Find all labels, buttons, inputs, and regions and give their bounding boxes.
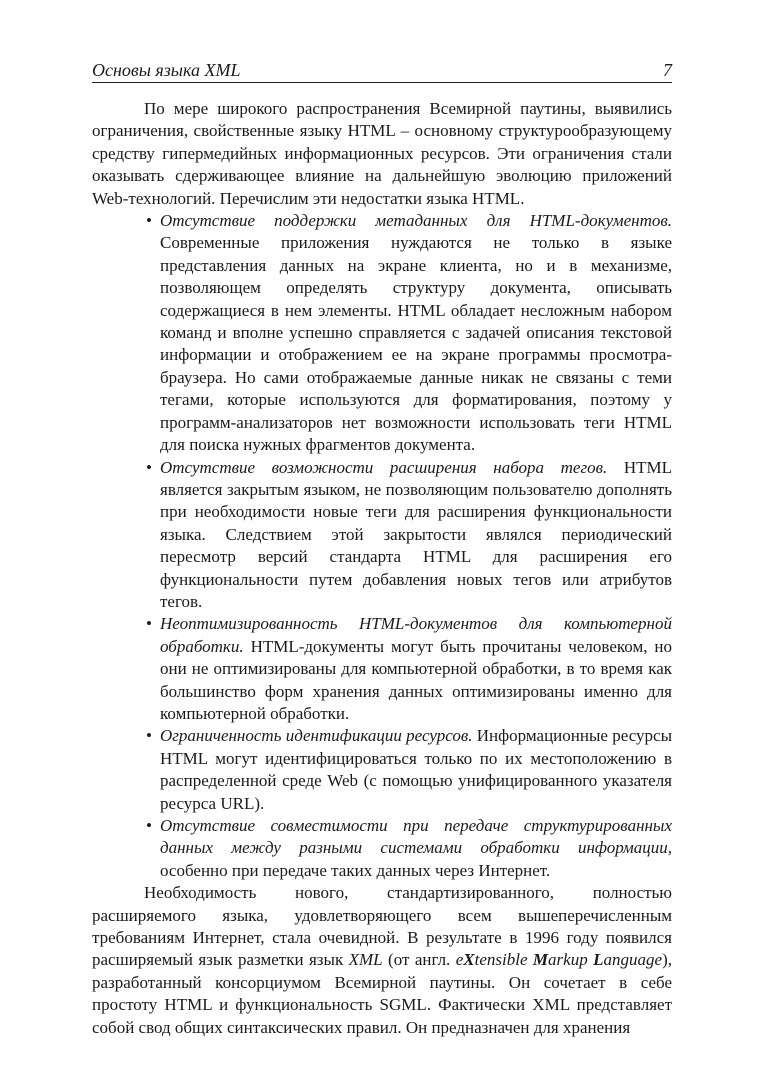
list-item-lead: Неоптимизированность HTML-документов для компьютерной обработки. — [160, 614, 672, 656]
acronym-anguage: anguage — [603, 950, 663, 970]
list-item-lead: Отсутствие совместимости при передаче структурированных данных между разными системами обработки информации, — [160, 816, 672, 858]
closing-text: (от англ. — [382, 950, 456, 970]
list-item-text: Информационные ресурсы HTML могут идентифицироваться только по их местоположению в распределенной среде Web (с помощью унифицированного указателя ресурса URL). — [160, 726, 672, 813]
list-item — [160, 210, 672, 456]
closing-paragraph — [92, 882, 672, 1039]
xml-term: XML — [348, 950, 383, 970]
running-title: Основы языка XML — [92, 60, 241, 80]
list-item — [160, 815, 672, 882]
list-item-lead: Ограниченность идентификации ресурсов. — [160, 726, 473, 746]
acronym-l: L — [593, 950, 604, 970]
acronym-tensible: tensible — [474, 950, 533, 970]
list-item — [160, 457, 672, 614]
acronym-arkup: arkup — [548, 950, 594, 970]
acronym-x: X — [463, 950, 475, 970]
list-item-text: особенно при передаче таких данных через Интернет. — [160, 860, 551, 880]
limitations-list — [92, 210, 672, 882]
list-item-lead: Отсутствие поддержки метаданных для HTML-документов. — [160, 211, 672, 231]
closing-text: Необходимость нового, стандартизированного, полностью расширяемого языка, удовлетворяющего всем вышеперечисленным требованиям Интернет, стала очевидной. В результате в 1996 году появился расширяемый язык разметки язык — [92, 883, 672, 970]
list-item-text: Современные приложения нуждаются не только в языке представления данных на экране клиента, но и в механизме, позволяющем определять структуру документа, описывать содержащиеся в нем элементы. HTML обладает несложным набором команд и вполне успешно справляется с задачей описания текстовой информации и отображением ее на экране программы просмотра-браузера. Но сами отображаемые данные никак не связаны с теми тегами, которые используются для форматирования, поэтому у программ-анализаторов нет возможности использовать теги HTML для поиска нужных фрагментов документа. — [160, 233, 672, 455]
acronym-m: M — [532, 950, 549, 970]
page-body — [92, 98, 672, 1039]
list-item-text: HTML является закрытым языком, не позволяющим пользователю дополнять при необходимости новые теги для расширения функциональности языка. Следствием этой закрытости являлся периодический пересмотр версий стандарта HTML для расширения его функциональности путем добавления новых тегов или атрибутов тегов. — [160, 457, 672, 611]
list-item — [160, 613, 672, 725]
page-number: 7 — [663, 60, 672, 80]
acronym-e: e — [455, 950, 464, 970]
list-item-lead: Отсутствие возможности расширения набора тегов. — [160, 457, 608, 477]
closing-text: ), разработанный консорциумом Всемирной паутины. Он сочетает в себе простоту HTML и функциональность SGML. Фактически XML представляет собой свод общих синтаксических правил. Он предназначен для хранения — [92, 950, 672, 1037]
list-item — [160, 725, 672, 815]
intro-paragraph: По мере широкого распространения Всемирной паутины, выявились ограничения, свойственные языку HTML – основному структурообразующему средству гипермедийных информационных ресурсов. Эти ограничения стали оказывать сдерживающее влияние на дальнейшую эволюцию приложений Web-технологий. Перечислим эти недостатки языка HTML. — [92, 99, 672, 208]
list-item-text: HTML-документы могут быть прочитаны человеком, но они не оптимизированы для компьютерной обработки, в то время как большинство форм хранения данных оптимизированы именно для компьютерной обработки. — [160, 636, 672, 723]
running-header — [92, 60, 672, 83]
